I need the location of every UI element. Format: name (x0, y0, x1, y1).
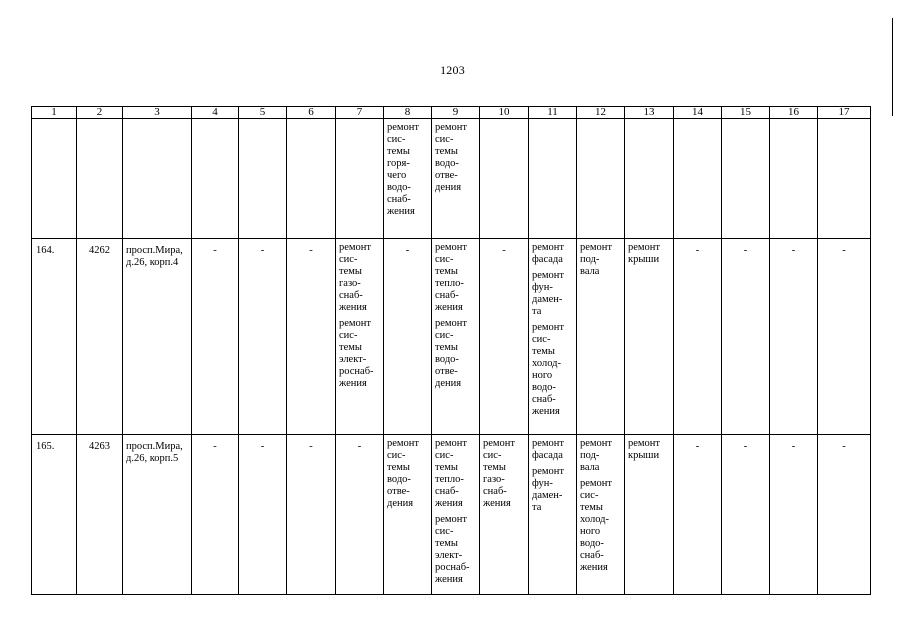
column-number: 2 (77, 107, 123, 119)
table-cell (770, 119, 818, 239)
table-cell (480, 239, 529, 435)
table-cell (722, 435, 770, 595)
work-item: ремонт фун- дамен- та (532, 466, 565, 513)
column-number: 8 (384, 107, 432, 119)
work-item: ремонт сис- темы горя- чего водо- снаб- жения (387, 122, 420, 217)
table-cell (336, 119, 384, 239)
work-item: ремонт сис- темы водо- отве- дения (387, 438, 420, 509)
table-cell (722, 119, 770, 239)
work-item: ремонт фун- дамен- та (532, 270, 565, 317)
table-cell (577, 119, 625, 239)
table-cell (529, 435, 577, 595)
table-cell (336, 435, 384, 595)
dash: - (695, 245, 700, 256)
dash: - (502, 245, 506, 256)
table-cell (287, 119, 336, 239)
table-cell (287, 435, 336, 595)
work-item: ремонт сис- темы газо- снаб- жения (483, 438, 516, 509)
table-cell (239, 239, 287, 435)
table-cell (770, 239, 818, 435)
column-number: 7 (336, 107, 384, 119)
work-item: ремонт фасада (532, 438, 565, 461)
table-cell (625, 435, 674, 595)
column-number: 1 (32, 107, 77, 119)
work-item: ремонт сис- темы холод- ного водо- снаб- жения (532, 322, 565, 417)
dash: - (842, 245, 846, 256)
dash: - (405, 245, 410, 256)
table-cell (722, 239, 770, 435)
column-number: 10 (480, 107, 529, 119)
column-number: 6 (287, 107, 336, 119)
table-cell (529, 239, 577, 435)
work-item: ремонт фасада (532, 242, 565, 265)
address-cell (123, 239, 192, 435)
table-cell (770, 435, 818, 595)
column-number-row (32, 107, 871, 119)
work-item: ремонт крыши (628, 438, 661, 461)
table-cell (818, 119, 871, 239)
table-cell (77, 119, 123, 239)
table-cell (577, 239, 625, 435)
dash: - (213, 245, 217, 256)
table-cell (239, 435, 287, 595)
work-item: ремонт крыши (628, 242, 661, 265)
work-item: ремонт сис- темы холод- ного водо- снаб- жения (580, 478, 613, 573)
dash: - (842, 441, 846, 452)
address: просп.Мира, д.26, корп.5 (126, 441, 183, 464)
table-cell (32, 119, 77, 239)
code-cell (77, 239, 123, 435)
dash: - (695, 441, 700, 452)
table-cell (674, 239, 722, 435)
column-number: 4 (192, 107, 239, 119)
code-cell (77, 435, 123, 595)
row-number: 164. (36, 245, 55, 256)
table-cell (577, 435, 625, 595)
table-cell (384, 239, 432, 435)
table-cell (239, 119, 287, 239)
table-row (32, 435, 871, 595)
table-cell (625, 119, 674, 239)
work-item: ремонт сис- темы элект- роснаб- жения (339, 318, 374, 389)
table-cell (192, 239, 239, 435)
row-number-cell (32, 435, 77, 595)
table-cell (287, 239, 336, 435)
table-cell (625, 239, 674, 435)
continuation-row (32, 119, 871, 239)
table-cell (432, 435, 480, 595)
table-cell (818, 239, 871, 435)
table-cell (336, 239, 384, 435)
works-table (31, 106, 871, 595)
table-cell (529, 119, 577, 239)
address: просп.Мира, д.26, корп.4 (126, 245, 183, 268)
row-number-cell (32, 239, 77, 435)
dash: - (743, 245, 748, 256)
table-cell (432, 119, 480, 239)
dash: - (213, 441, 217, 452)
page-number: 1203 (440, 63, 465, 77)
dash: - (260, 245, 265, 256)
dash: - (791, 245, 796, 256)
work-item: ремонт сис- темы водо- отве- дения (435, 318, 468, 389)
column-number: 16 (770, 107, 818, 119)
dash: - (309, 245, 313, 256)
dash: - (791, 441, 796, 452)
work-item: ремонт сис- темы водо- отве- дения (435, 122, 468, 193)
dash: - (309, 441, 313, 452)
table-cell (818, 435, 871, 595)
table-cell (674, 435, 722, 595)
dash: - (260, 441, 265, 452)
column-number: 9 (432, 107, 480, 119)
column-number: 5 (239, 107, 287, 119)
table-cell (123, 119, 192, 239)
work-item: ремонт сис- темы тепло- снаб- жения (435, 242, 468, 313)
dash: - (357, 441, 362, 452)
column-number: 12 (577, 107, 625, 119)
work-item: ремонт сис- темы газо- снаб- жения (339, 242, 372, 313)
table-cell (192, 435, 239, 595)
table-cell (674, 119, 722, 239)
column-number: 14 (674, 107, 722, 119)
table-cell (480, 435, 529, 595)
work-item: ремонт сис- темы элект- роснаб- жения (435, 514, 470, 585)
table-cell (480, 119, 529, 239)
table-cell (384, 119, 432, 239)
margin-rule (892, 18, 893, 116)
column-number: 15 (722, 107, 770, 119)
work-item: ремонт под- вала (580, 242, 613, 277)
dash: - (743, 441, 748, 452)
work-item: ремонт под- вала (580, 438, 613, 473)
table-cell (384, 435, 432, 595)
building-code: 4262 (89, 245, 110, 256)
table-cell (192, 119, 239, 239)
column-number: 11 (529, 107, 577, 119)
work-item: ремонт сис- темы тепло- снаб- жения (435, 438, 468, 509)
building-code: 4263 (89, 441, 110, 452)
column-number: 3 (123, 107, 192, 119)
row-number: 165. (36, 441, 55, 452)
column-number: 13 (625, 107, 674, 119)
address-cell (123, 435, 192, 595)
table-cell (432, 239, 480, 435)
column-number: 17 (818, 107, 871, 119)
table-row (32, 239, 871, 435)
